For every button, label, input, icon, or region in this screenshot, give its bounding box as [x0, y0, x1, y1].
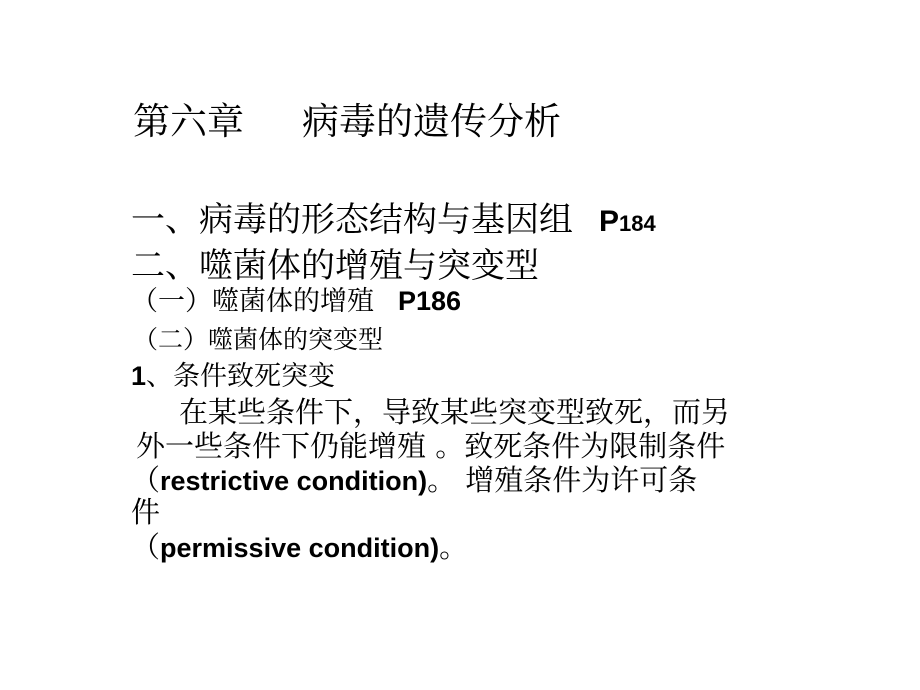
chapter-label: 第六章 — [133, 100, 244, 143]
paragraph-line-5 — [131, 530, 469, 564]
chapter-name: 病毒的遗传分析 — [302, 100, 561, 143]
paragraph-line-1: 在某些条件下，导致某些突变型致死，而另 — [179, 395, 731, 429]
section-2-heading: 二、噬菌体的增殖与突变型 — [131, 246, 539, 286]
section-1-heading — [131, 200, 656, 240]
subsection-2a-page: P186 — [398, 286, 462, 316]
paragraph-line-5-end: 。 — [439, 530, 469, 564]
paren-open-1: （ — [131, 463, 161, 497]
subsection-2b-heading: （二）噬菌体的突变型 — [133, 325, 384, 354]
section-1-page-number: 184 — [619, 211, 656, 236]
item-1-title: 、条件致死突变 — [146, 361, 336, 392]
section-1-page-prefix: P — [599, 205, 620, 238]
subsection-2a-text: （一）噬菌体的增殖 — [131, 286, 374, 317]
slide-title — [133, 100, 561, 143]
paragraph-line-3-rest: 。 增殖条件为许可条 — [427, 463, 698, 497]
item-1-heading — [131, 363, 335, 390]
paragraph-line-4: 件 — [131, 495, 161, 529]
subsection-2a-heading — [131, 288, 461, 315]
permissive-condition-term: permissive condition) — [160, 533, 440, 563]
paragraph-line-3 — [131, 463, 698, 497]
paragraph-line-2: 外一些条件下仍能增殖 。致死条件为限制条件 — [136, 429, 726, 463]
section-1-text: 一、病毒的形态结构与基因组 — [131, 200, 573, 240]
restrictive-condition-term: restrictive condition) — [160, 466, 428, 496]
paren-open-2: （ — [131, 530, 161, 564]
item-1-number: 1 — [131, 361, 147, 391]
